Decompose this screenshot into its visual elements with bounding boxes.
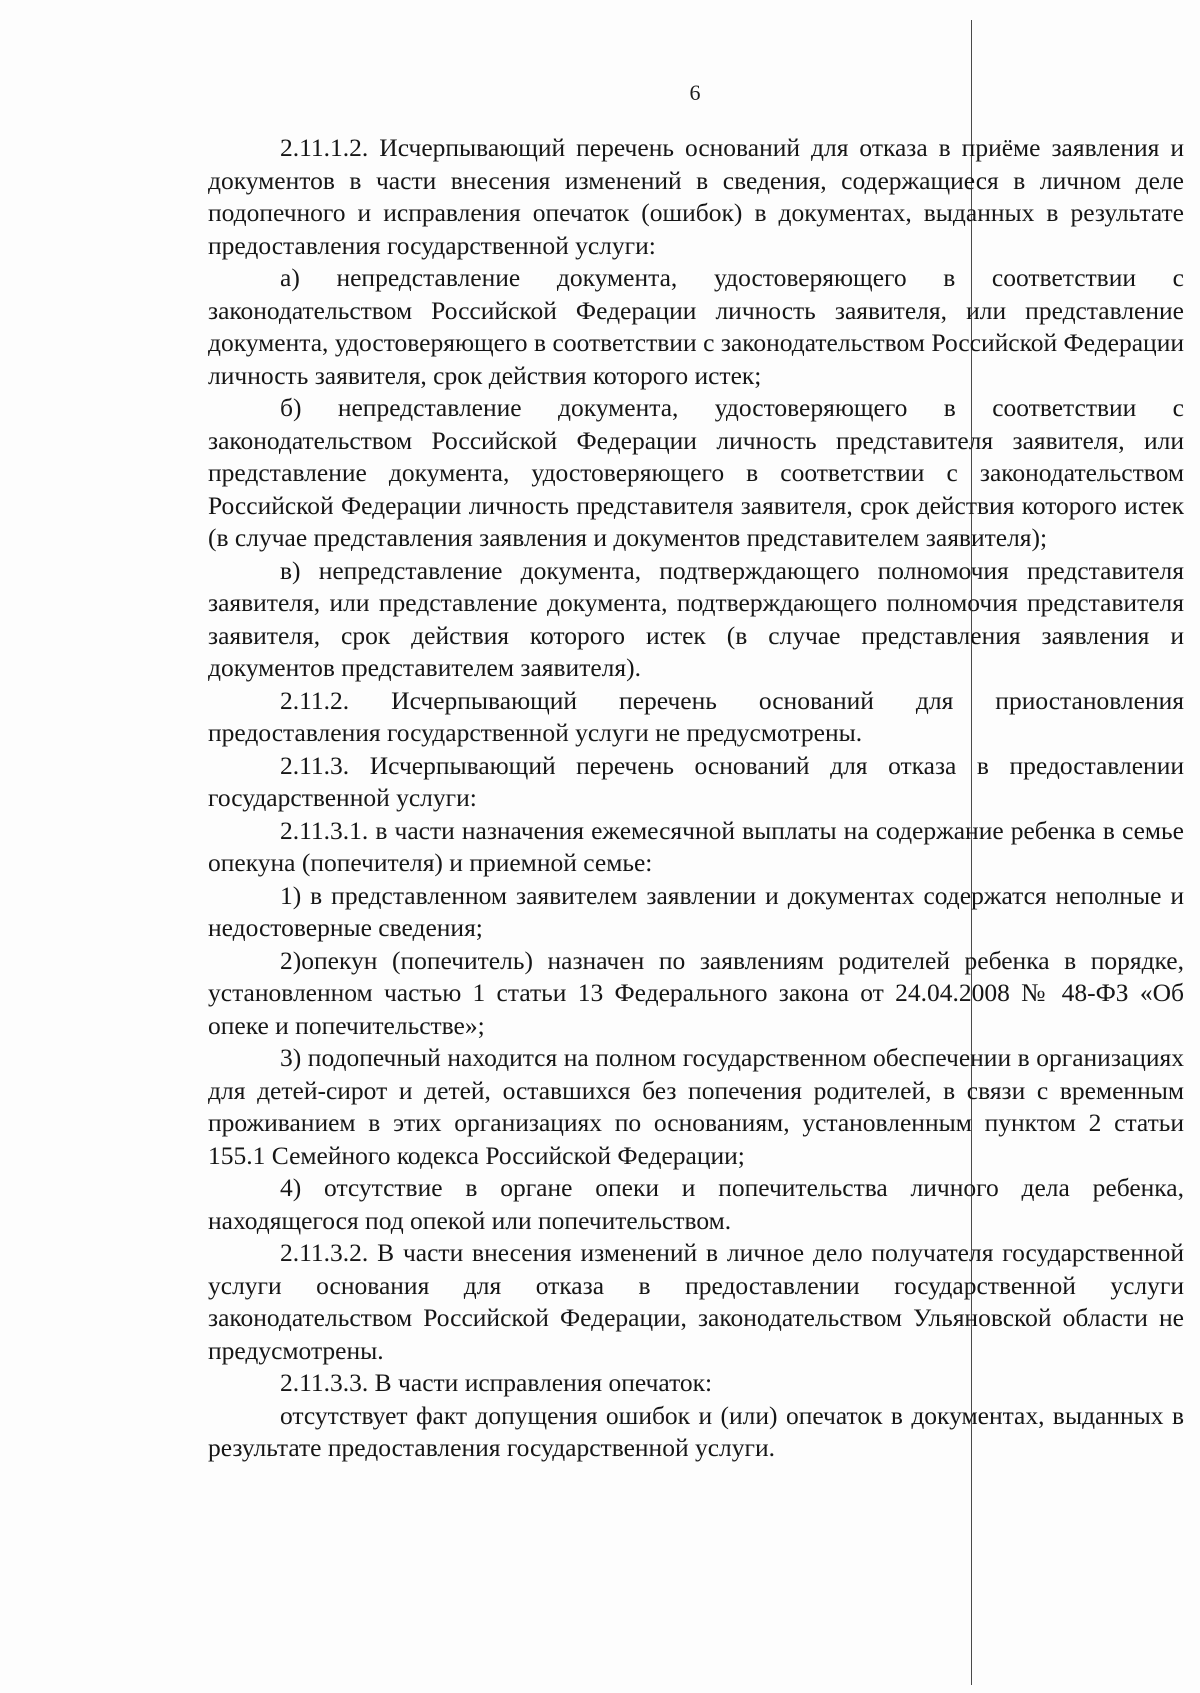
paragraph-item-1: 1) в представленном заявителем заявлении и документах содержатся неполные и недостоверные сведения; [208,880,1184,942]
paragraph-2-11-2: 2.11.2. Исчерпывающий перечень оснований для приостановления предоставления государственной услуги не предусмотрены. [208,685,1184,747]
paragraph-2-11-3: 2.11.3. Исчерпывающий перечень оснований для отказа в предоставлении государственной услуги: [208,750,1184,812]
paragraph-2-11-3-1: 2.11.3.1. в части назначения ежемесячной выплаты на содержание ребенка в семье опекуна (попечителя) и приемной семье: [208,815,1184,877]
paragraph-item-2: 2)опекун (попечитель) назначен по заявлениям родителей ребенка в порядке, установленном частью 1 статьи 13 Федерального закона от 24.04.2008 № 48-ФЗ «Об опеке и попечительстве»; [208,945,1184,1040]
paragraph-item-4: 4) отсутствие в органе опеки и попечительства личного дела ребенка, находящегося под опекой или попечительством. [208,1173,1184,1235]
paragraph-item-b: б) непредставление документа, удостоверяющего в соответствии с законодательством Российской Федерации личность представителя заявителя, или представление документа, удостоверяющего в соответствии с законодательством Российской Федерации личность представителя заявителя, срок действия которого истек (в случае представления заявления и документов представителем заявителя); [208,393,1184,552]
document-body [208,132,1184,1465]
paragraph-item-a: а) непредставление документа, удостоверяющего в соответствии с законодательством Российской Федерации личность заявителя, или представление документа, удостоверяющего в соответствии с законодательством Российской Федерации личность заявителя, срок действия которого истек; [208,263,1184,390]
paragraph-2-11-3-2: 2.11.3.2. В части внесения изменений в личное дело получателя государственной услуги основания для отказа в предоставлении государственной услуги законодательством Российской Федерации, законодательством Ульяновской области не предусмотрены. [208,1238,1184,1365]
page-number: 6 [689,80,701,105]
paragraph-2-11-1-2: 2.11.1.2. Исчерпывающий перечень оснований для отказа в приёме заявления и документов в части внесения изменений в сведения, содержащиеся в личном деле подопечного и исправления опечаток (ошибок) в документах, выданных в результате предоставления государственной услуги: [208,133,1184,260]
paragraph-2-11-3-3: 2.11.3.3. В части исправления опечаток: [280,1368,713,1397]
paragraph-item-3: 3) подопечный находится на полном государственном обеспечении в организациях для детей-сирот и детей, оставшихся без попечения родителей, в связи с временным проживанием в этих организациях по основаниям, установленным пунктом 2 статьи 155.1 Семейного кодекса Российской Федерации; [208,1043,1184,1170]
paragraph-item-v: в) непредставление документа, подтверждающего полномочия представителя заявителя, или представление документа, подтверждающего полномочия представителя заявителя, срок действия которого истек (в случае представления заявления и документов представителем заявителя). [208,555,1184,682]
paragraph-typo-absence: отсутствует факт допущения ошибок и (или) опечаток в документах, выданных в результате предоставления государственной услуги. [208,1400,1184,1462]
